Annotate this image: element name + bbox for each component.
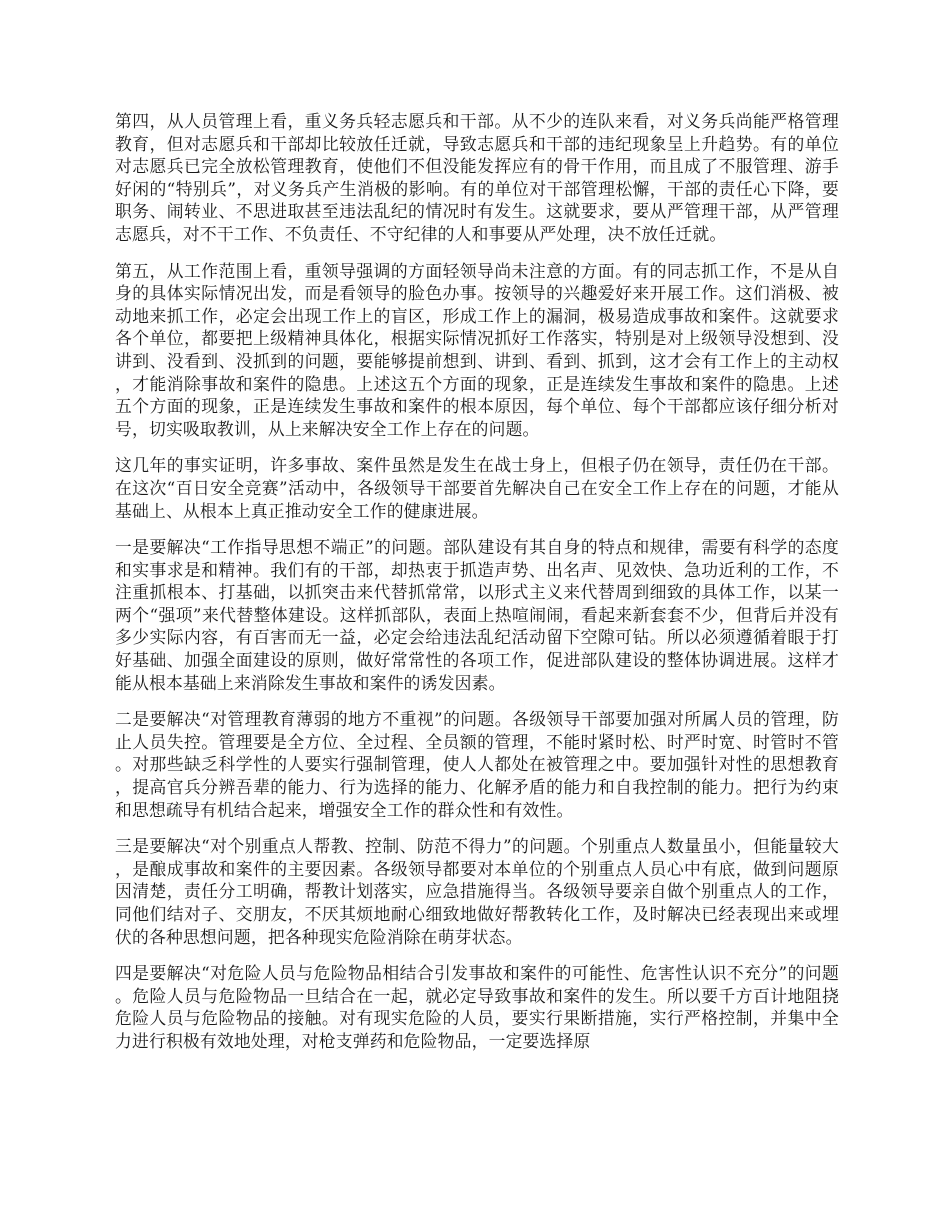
paragraph-point-four: 四是要解决“对危险人员与危险物品相结合引发事故和案件的可能性、危害性认识不充分”的问题。危险人员与危险物品一旦结合在一起，就必定导致事故和案件的发生。所以要千方百计地阻挠危险人员与危险物品的接触。对有现实危险的人员，要实行果断措施，实行严格控制，并集中全力进行积极有效地处理，对枪支弹药和危险物品，一定要选择原	[115, 963, 839, 1051]
paragraph-fifth-scope: 第五，从工作范围上看，重领导强调的方面轻领导尚未注意的方面。有的同志抓工作，不是从自身的具体实际情况出发，而是看领导的脸色办事。按领导的兴趣爱好来开展工作。这们消极、被动地来抓工作，必定会出现工作上的盲区，形成工作上的漏洞，极易造成事故和案件。这就要求各个单位，都要把上级精神具体化，根据实际情况抓好工作落实，特别是对上级领导没想到、没讲到、没看到、没抓到的问题，要能够提前想到、讲到、看到、抓到，这才会有工作上的主动权，才能消除事故和案件的隐患。上述这五个方面的现象，正是连续发生事故和案件的隐患。上述五个方面的现象，正是连续发生事故和案件的根本原因，每个单位、每个干部都应该仔细分析对号，切实吸取教训，从上来解决安全工作上存在的问题。	[115, 260, 839, 439]
paragraph-fourth-personnel: 第四，从人员管理上看，重义务兵轻志愿兵和干部。从不少的连队来看，对义务兵尚能严格管理教育，但对志愿兵和干部却比较放任迁就，导致志愿兵和干部的违纪现象呈上升趋势。有的单位对志愿兵已完全放松管理教育，使他们不但没能发挥应有的骨干作用，而且成了不服管理、游手好闲的“特别兵”，对义务兵产生消极的影响。有的单位对干部管理松懈，干部的责任心下降，要职务、闹转业、不思进取甚至违法乱纪的情况时有发生。这就要求，要从严管理干部，从严管理志愿兵，对不干工作、不负责任、不守纪律的人和事要从严处理，决不放任迁就。	[115, 111, 839, 244]
paragraph-facts: 这几年的事实证明，许多事故、案件虽然是发生在战士身上，但根子仍在领导，责任仍在干部。在这次“百日安全竞赛”活动中，各级领导干部要首先解决自己在安全工作上存在的问题，才能从基础上、从根本上真正推动安全工作的健康进展。	[115, 455, 839, 521]
paragraph-point-two: 二是要解决“对管理教育薄弱的地方不重视”的问题。各级领导干部要加强对所属人员的管理，防止人员失控。管理要是全方位、全过程、全员额的管理，不能时紧时松、时严时宽、时管时不管。对那些缺乏科学性的人要实行强制管理，使人人都处在被管理之中。要加强针对性的思想教育，提高官兵分辨吾辈的能力、行为选择的能力、化解矛盾的能力和自我控制的能力。把行为约束和思想疏导有机结合起来，增强安全工作的群众性和有效性。	[115, 709, 839, 820]
document-body	[115, 110, 839, 1067]
paragraph-point-one: 一是要解决“工作指导思想不端正”的问题。部队建设有其自身的特点和规律，需要有科学的态度和实事求是和精神。我们有的干部，却热衷于抓造声势、出名声、见效快、急功近利的工作，不注重抓根本、打基础，以抓突击来代替抓常常，以形式主义来代替周到细致的具体工作，以某一两个“强项”来代替整体建设。这样抓部队，表面上热喧闹闹，看起来新套套不少，但背后并没有多少实际内容，有百害而无一益，必定会给违法乱纪活动留下空隙可钻。所以必须遵循着眼于打好基础、加强全面建设的原则，做好常常性的各项工作，促进部队建设的整体协调进展。这样才能从根本基础上来消除发生事故和案件的诱发因素。	[115, 537, 839, 693]
paragraph-point-three: 三是要解决“对个别重点人帮教、控制、防范不得力”的问题。个别重点人数量虽小，但能量较大，是酿成事故和案件的主要因素。各级领导都要对本单位的个别重点人员心中有底，做到问题原因清楚，责任分工明确，帮教计划落实，应急措施得当。各级领导要亲自做个别重点人的工作，同他们结对子、交朋友，不厌其烦地耐心细致地做好帮教转化工作，及时解决已经表现出来或埋伏的各种思想问题，把各种现实危险消除在萌芽状态。	[115, 836, 839, 947]
